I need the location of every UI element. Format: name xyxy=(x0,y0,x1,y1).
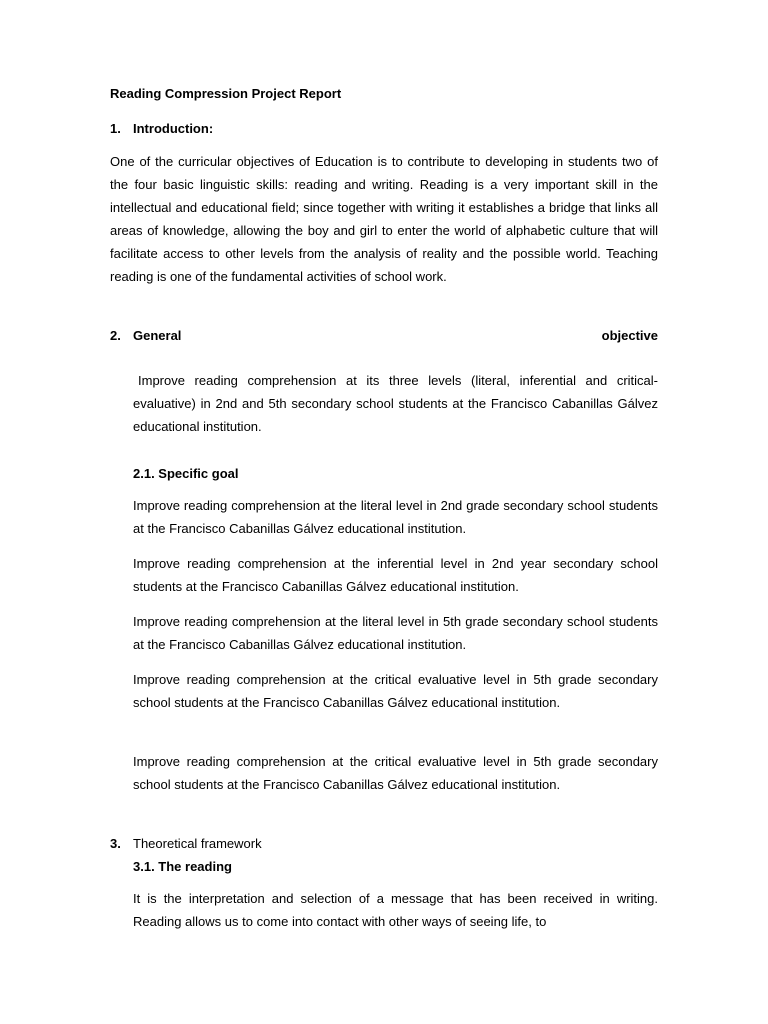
section-title: Theoretical framework xyxy=(133,836,262,851)
subsection-heading-specific-goal: 2.1. Specific goal xyxy=(133,466,239,481)
specific-goal-item: Improve reading comprehension at the literal level in 5th grade secondary school students at the Francisco Cabanillas Gálvez educational institution. xyxy=(133,614,658,652)
section-number: 2. xyxy=(110,328,121,343)
general-objective-paragraph: Improve reading comprehension at its three levels (literal, inferential and critical-evaluative) in 2nd and 5th secondary school students at the Francisco Cabanillas Gálvez educational institution. xyxy=(133,373,658,434)
section-heading-left xyxy=(110,327,181,344)
section-heading-introduction xyxy=(110,120,213,137)
specific-goal-item: Improve reading comprehension at the inferential level in 2nd year secondary school students at the Francisco Cabanillas Gálvez educational institution. xyxy=(133,556,658,594)
section-title-right: objective xyxy=(601,328,658,343)
section-number: 1. xyxy=(110,121,121,136)
subsection-heading-the-reading: 3.1. The reading xyxy=(133,859,232,874)
section-heading-theoretical-framework xyxy=(110,835,262,852)
introduction-paragraph: One of the curricular objectives of Education is to contribute to developing in students two of the four basic linguistic skills: reading and writing. Reading is a very important skill in the intellectual and educational field; since together with writing it establishes a bridge that links all areas of knowledge, allowing the boy and girl to enter the world of alphabetic culture that will facilitate access to other levels from the analysis of reality and the possible world. Teaching reading is one of the fundamental activities of school work. xyxy=(110,154,658,284)
specific-goal-item: Improve reading comprehension at the literal level in 2nd grade secondary school students at the Francisco Cabanillas Gálvez educational institution. xyxy=(133,498,658,536)
section-number: 3. xyxy=(110,836,121,851)
the-reading-paragraph: It is the interpretation and selection of a message that has been received in writing. Reading allows us to come into contact with other ways of seeing life, to xyxy=(133,891,658,929)
specific-goal-item: Improve reading comprehension at the critical evaluative level in 5th grade secondary school students at the Francisco Cabanillas Gálvez educational institution. xyxy=(133,672,658,710)
section-heading-general-objective xyxy=(110,327,658,344)
document-title: Reading Compression Project Report xyxy=(110,86,342,101)
specific-goal-item: Improve reading comprehension at the critical evaluative level in 5th grade secondary school students at the Francisco Cabanillas Gálvez educational institution. xyxy=(133,754,658,792)
section-title: Introduction: xyxy=(133,121,214,136)
section-title-left: General xyxy=(133,328,182,343)
